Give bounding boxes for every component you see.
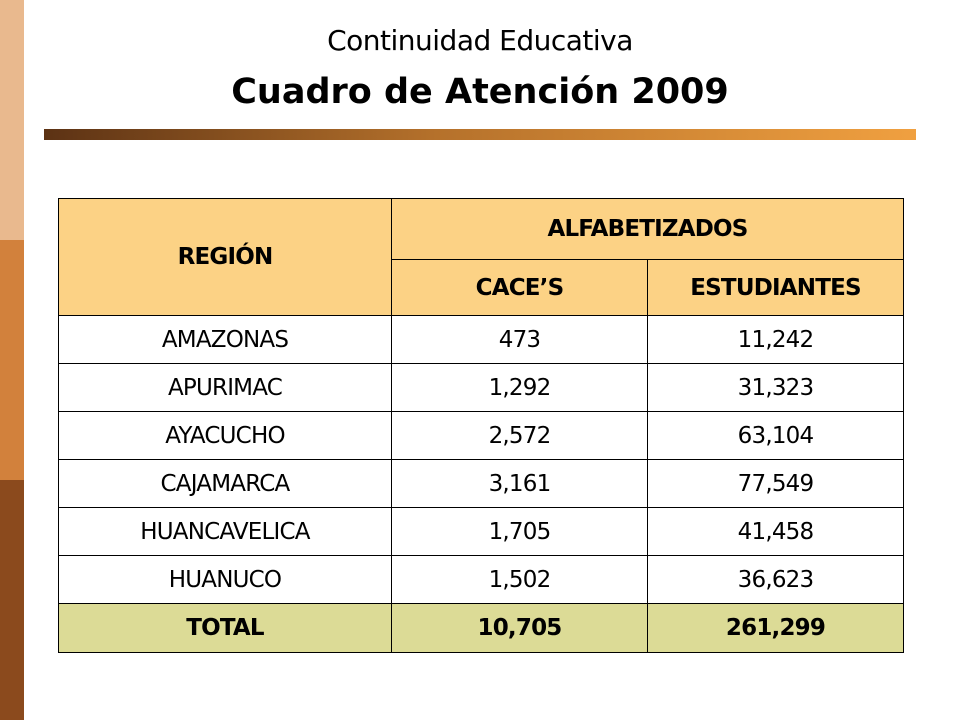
table-row [59,316,904,364]
header-alfabetizados: ALFABETIZADOS [392,199,904,260]
slide-title: Cuadro de Atención 2009 [231,72,729,112]
table-row [59,508,904,556]
table-row [59,412,904,460]
header-region: REGIÓN [59,199,392,316]
cell-caces: 2,572 [392,412,648,460]
total-row [59,604,904,653]
cell-region: HUANUCO [59,556,392,604]
cell-caces: 1,705 [392,508,648,556]
title-divider [44,129,916,140]
cell-estudiantes: 31,323 [648,364,904,412]
cell-estudiantes: 63,104 [648,412,904,460]
cell-region: CAJAMARCA [59,460,392,508]
cell-estudiantes: 36,623 [648,556,904,604]
total-estudiantes: 261,299 [648,604,904,653]
cell-caces: 3,161 [392,460,648,508]
attention-table [58,198,904,653]
cell-caces: 473 [392,316,648,364]
cell-region: APURIMAC [59,364,392,412]
table-row [59,460,904,508]
header-estudiantes: ESTUDIANTES [648,260,904,316]
cell-region: AMAZONAS [59,316,392,364]
cell-estudiantes: 77,549 [648,460,904,508]
slide-subtitle: Continuidad Educativa [327,24,633,57]
side-stripe-middle [0,240,24,480]
cell-estudiantes: 41,458 [648,508,904,556]
cell-estudiantes: 11,242 [648,316,904,364]
cell-caces: 1,292 [392,364,648,412]
table-row [59,556,904,604]
total-label: TOTAL [59,604,392,653]
cell-region: AYACUCHO [59,412,392,460]
total-caces: 10,705 [392,604,648,653]
cell-region: HUANCAVELICA [59,508,392,556]
side-stripe-bottom [0,480,24,720]
cell-caces: 1,502 [392,556,648,604]
table-row [59,364,904,412]
header-caces: CACE’S [392,260,648,316]
